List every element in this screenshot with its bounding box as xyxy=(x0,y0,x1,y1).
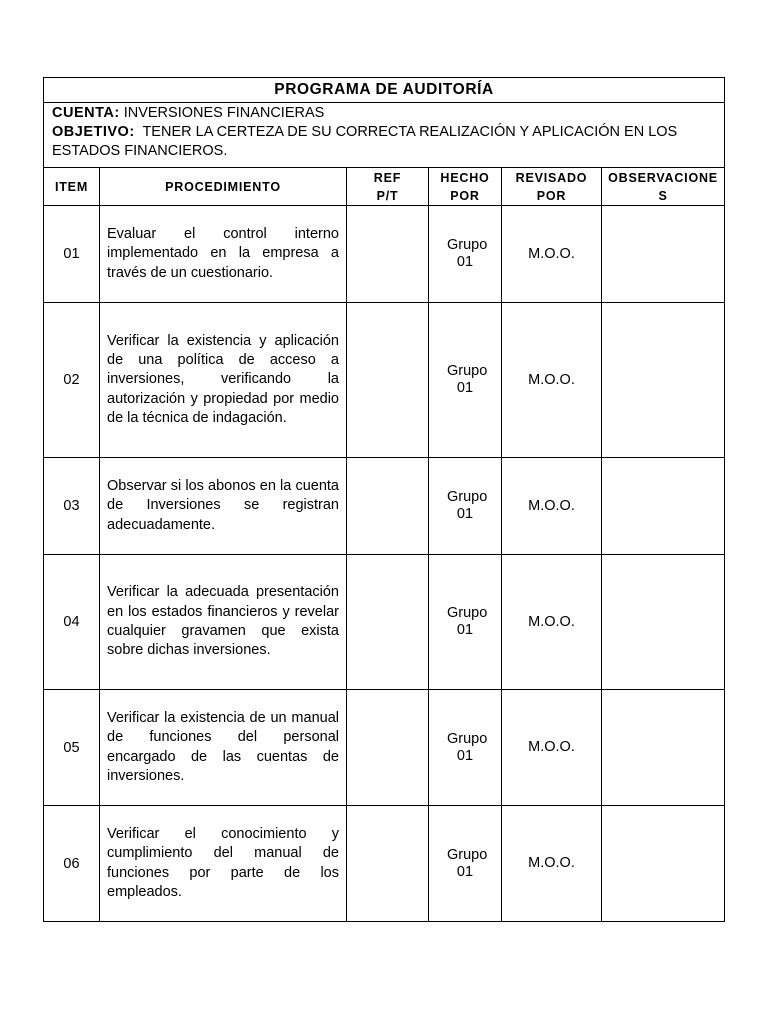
cuenta-line xyxy=(52,104,716,123)
row-observaciones xyxy=(602,458,725,555)
row-hecho-text: Grupo 01 xyxy=(447,237,488,270)
table-row xyxy=(44,555,725,690)
row-observaciones xyxy=(602,806,725,922)
header-hecho-label: HECHO POR xyxy=(440,170,490,203)
row-ref xyxy=(347,458,429,555)
row-observaciones xyxy=(602,690,725,806)
row-ref xyxy=(347,206,429,303)
table-row xyxy=(44,458,725,555)
header-hecho xyxy=(429,168,502,206)
info-row xyxy=(44,103,725,168)
header-ref xyxy=(347,168,429,206)
row-procedimiento xyxy=(100,458,347,555)
row-hecho-text: Grupo 01 xyxy=(447,605,488,638)
header-row xyxy=(44,168,725,206)
table-row xyxy=(44,806,725,922)
table-row xyxy=(44,206,725,303)
row-hecho xyxy=(429,303,502,458)
header-procedimiento: PROCEDIMIENTO xyxy=(100,168,347,206)
row-hecho-text: Grupo 01 xyxy=(447,489,488,522)
account-info xyxy=(44,103,725,168)
row-procedimiento-text: Verificar la existencia de un manual de funciones del personal encargado de las cuentas de inversiones. xyxy=(107,709,339,784)
row-hecho xyxy=(429,806,502,922)
header-revisado xyxy=(502,168,602,206)
row-hecho-text: Grupo 01 xyxy=(447,846,488,880)
row-procedimiento xyxy=(100,806,347,922)
row-procedimiento xyxy=(100,303,347,458)
row-observaciones xyxy=(602,555,725,690)
row-revisado: M.O.O. xyxy=(502,806,602,922)
row-observaciones xyxy=(602,303,725,458)
row-hecho xyxy=(429,206,502,303)
row-item: 05 xyxy=(44,690,100,806)
row-procedimiento-text: Evaluar el control interno implementado en la empresa a través de un cuestionario. xyxy=(107,226,339,281)
row-ref xyxy=(347,690,429,806)
row-hecho-text: Grupo 01 xyxy=(447,363,488,396)
row-revisado: M.O.O. xyxy=(502,458,602,555)
row-procedimiento xyxy=(100,206,347,303)
row-item: 04 xyxy=(44,555,100,690)
row-observaciones xyxy=(602,206,725,303)
header-observaciones-label: OBSERVACIONES xyxy=(608,170,718,203)
row-hecho-text: Grupo 01 xyxy=(447,730,488,764)
table-row xyxy=(44,303,725,458)
row-procedimiento-text: Verificar el conocimiento y cumplimiento del manual de funciones por parte de los empleados. xyxy=(107,825,339,900)
header-revisado-label: REVISADO POR xyxy=(515,170,588,203)
row-procedimiento-text: Verificar la adecuada presentación en los estados financieros y revelar cualquier gravamen que exista sobre dichas inversiones. xyxy=(107,584,339,659)
header-item: ITEM xyxy=(44,168,100,206)
row-revisado: M.O.O. xyxy=(502,555,602,690)
header-observaciones xyxy=(602,168,725,206)
row-procedimiento-text: Observar si los abonos en la cuenta de Inversiones se registran adecuadamente. xyxy=(107,478,339,533)
title-row xyxy=(44,78,725,103)
row-revisado: M.O.O. xyxy=(502,206,602,303)
row-ref xyxy=(347,806,429,922)
objetivo-label: OBJETIVO: xyxy=(52,124,135,140)
objetivo-line: OBJETIVO: TENER LA CERTEZA DE SU CORRECTA REALIZACIÓN Y APLICACIÓN EN LOS ESTADOS FINANCIEROS. xyxy=(52,124,678,159)
row-ref xyxy=(347,303,429,458)
row-item: 06 xyxy=(44,806,100,922)
cuenta-label: CUENTA: xyxy=(52,105,120,121)
row-hecho xyxy=(429,555,502,690)
row-procedimiento-text: Verificar la existencia y aplicación de una política de acceso a inversiones, verificando la autorización y propiedad por medio de la técnica de indagación. xyxy=(107,332,339,426)
cuenta-value: INVERSIONES FINANCIERAS xyxy=(123,105,325,121)
page-title: PROGRAMA DE AUDITORÍA xyxy=(44,78,725,103)
row-procedimiento xyxy=(100,555,347,690)
objetivo-value: TENER LA CERTEZA DE SU CORRECTA REALIZACIÓN Y APLICACIÓN EN LOS ESTADOS FINANCIEROS xyxy=(52,124,678,159)
row-item: 01 xyxy=(44,206,100,303)
row-procedimiento xyxy=(100,690,347,806)
audit-program-table xyxy=(43,77,725,922)
row-hecho xyxy=(429,690,502,806)
row-item: 02 xyxy=(44,303,100,458)
row-ref xyxy=(347,555,429,690)
row-item: 03 xyxy=(44,458,100,555)
table-row xyxy=(44,690,725,806)
header-ref-label: REF P/T xyxy=(373,170,402,203)
row-hecho xyxy=(429,458,502,555)
audit-program-sheet xyxy=(43,77,724,922)
row-revisado: M.O.O. xyxy=(502,690,602,806)
row-revisado: M.O.O. xyxy=(502,303,602,458)
